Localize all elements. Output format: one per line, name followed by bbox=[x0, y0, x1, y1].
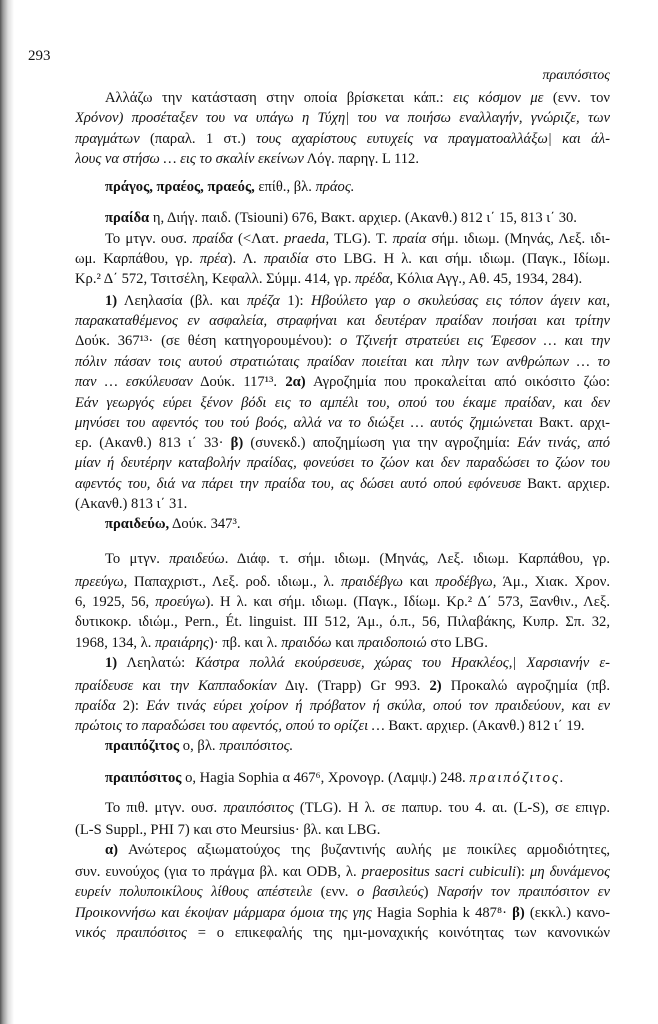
book-binding-shadow bbox=[0, 0, 14, 1024]
text-segment: νικός πραιπόσιτος bbox=[75, 925, 187, 941]
text-segment: (ενν. τον bbox=[543, 90, 610, 106]
text-segment: 1968, 134, λ. bbox=[75, 635, 156, 651]
text-segment: Βακτ. αρχι- bbox=[532, 415, 610, 431]
text-line bbox=[75, 633, 610, 653]
headword: 2α) bbox=[285, 374, 306, 390]
text-segment: ευρείν πολυποικίλους λίθους απέστειλε bbox=[75, 884, 313, 900]
text-line bbox=[75, 108, 610, 128]
text-segment: πόλιν πάσαν τοις αυτού στρατιώταις πραίδαν ποιείται και πλην των ανθρώπων … το bbox=[75, 354, 610, 370]
text-segment: ο βασιλεύς bbox=[356, 884, 424, 900]
text-segment: 1): bbox=[279, 293, 312, 309]
text-segment: Κρ.² Δ΄ 572, Τσιτσέλη, Κεφαλλ. Σύμμ. 414, γρ. bbox=[75, 271, 356, 287]
text-line bbox=[75, 696, 610, 716]
text-segment: στο LBG. Η λ. και σήμ. ιδιωμ. (Παγκ., Ιδίωμ. bbox=[308, 251, 610, 267]
text-segment: (εκκλ.) κανο- bbox=[524, 905, 610, 921]
text-segment: ο, βλ. bbox=[179, 738, 220, 754]
text-segment: Το μτγν. bbox=[105, 551, 170, 567]
text-line bbox=[105, 840, 610, 860]
text-line bbox=[105, 514, 610, 534]
headword: πραιπόζιτος bbox=[105, 738, 180, 754]
text-line bbox=[75, 352, 610, 372]
text-segment: επίθ., βλ. bbox=[254, 179, 316, 195]
text-line bbox=[75, 494, 610, 514]
text-segment: Χρόνον) προσέταξεν του να υπάγω η Τύχη| του να ποιήσω εναλλαγήν, γνώριζε, των bbox=[75, 110, 610, 126]
text-segment: = ο επικεφαλής της ημι-μοναχικής κοινότητας των κανονικών bbox=[186, 925, 610, 941]
text-segment: ). Λ. bbox=[227, 251, 264, 267]
text-segment: πραίδα bbox=[192, 231, 233, 247]
text-segment: (<Λατ. bbox=[232, 231, 285, 247]
text-segment: τους αχαρίστους ευτυχείς να πραγματοαλλάξω| και άλ- bbox=[256, 131, 610, 147]
text-line bbox=[105, 229, 610, 249]
text-segment: 6, 1925, 56, bbox=[75, 594, 156, 610]
text-line bbox=[75, 882, 610, 902]
text-segment: πρέα bbox=[199, 251, 228, 267]
text-segment: παν … εσκύλευσαν bbox=[75, 374, 193, 390]
headword: β) bbox=[230, 435, 244, 451]
headword: 2) bbox=[429, 678, 442, 694]
text-segment: πραίδα bbox=[75, 698, 116, 714]
text-segment: Hagia Sophia k 487⁸· bbox=[371, 905, 513, 921]
text-segment: πραία bbox=[392, 231, 427, 247]
text-segment: Αλλάζω την κατάσταση στην οποία βρίσκεται κάπ.: bbox=[105, 90, 454, 106]
text-segment: (παραλ. 1 στ.) bbox=[139, 131, 257, 147]
text-segment: Λεηλατώ: bbox=[117, 655, 196, 671]
headword: 1) bbox=[105, 293, 118, 309]
text-segment: (ενν. bbox=[312, 884, 357, 900]
text-segment: πραιδοποιώ bbox=[357, 635, 427, 651]
text-segment: πραγμάτων bbox=[75, 131, 140, 147]
text-segment: Βακτ. αρχιερ. bbox=[521, 476, 610, 492]
text-segment: και bbox=[402, 574, 436, 590]
text-segment: ). Η λ. και σήμ. ιδιωμ. (Παγκ., Ιδίωμ. Κρ.² Δ΄ 573, Ξανθιν., Λεξ. bbox=[205, 594, 610, 610]
text-segment: , Κόλια Αγγ., Αθ. 45, 1934, 284). bbox=[389, 271, 583, 287]
text-segment: Το μτγν. ουσ. bbox=[105, 231, 193, 247]
text-line bbox=[75, 592, 610, 612]
headword: πράγος, πραέος, πραεός, bbox=[105, 179, 255, 195]
text-segment: Δούκ. 117¹³. bbox=[192, 374, 286, 390]
text-segment: Προκαλώ αγροζημία (πβ. bbox=[441, 678, 610, 694]
text-segment: σήμ. ιδιωμ. (Μηνάς, Λεξ. ιδι- bbox=[426, 231, 610, 247]
text-segment: πράος. bbox=[315, 179, 355, 195]
text-segment: ο, Hagia Sophia α 467⁶, Χρονογρ. (Λαμψ.) 248. bbox=[181, 770, 470, 786]
text-line bbox=[105, 291, 610, 311]
text-line bbox=[75, 903, 610, 923]
text-segment: πραιδεύω bbox=[169, 551, 225, 567]
text-segment: πρώτοις το παραδώσει του αφεντός, οπού το ορίζει … bbox=[75, 718, 385, 734]
text-segment: ) bbox=[423, 884, 438, 900]
text-segment: πραιάρης bbox=[155, 635, 209, 651]
text-segment: Βακτ. αρχιερ. (Ακανθ.) 812 ι΄ 19. bbox=[384, 718, 585, 734]
text-segment: Προικοννήσω και έκοψαν μάρμαρα όμοια της γης bbox=[75, 905, 372, 921]
text-segment: Ναρσήν τον πραιπόσιτον εν bbox=[437, 884, 610, 900]
page-number: 293 bbox=[28, 48, 51, 64]
text-segment: Ανώτερος αξιωματούχος της βυζαντινής αυλής με ποικίλες αρμοδιότητες, bbox=[118, 842, 610, 858]
text-segment: 2): bbox=[115, 698, 147, 714]
text-line bbox=[75, 862, 610, 882]
text-segment: η, Διήγ. παιδ. (Tsiouni) 676, Βακτ. αρχιερ. (Ακανθ.) 812 ι΄ 15, 813 ι΄ 30. bbox=[149, 210, 577, 226]
text-segment: και bbox=[331, 635, 358, 651]
text-line bbox=[75, 372, 610, 392]
text-segment: μη δυνάμενος bbox=[530, 864, 610, 880]
text-segment: πραιπόσιτος bbox=[223, 800, 294, 816]
text-segment: )· πβ. και λ. bbox=[208, 635, 282, 651]
text-segment: παρακαταθέμενος εν ασφαλεία, στραφήναι και δευτέραν πραίδαν ποιήσαι και τρίτην bbox=[75, 313, 610, 329]
text-line bbox=[75, 433, 610, 453]
text-line bbox=[75, 716, 610, 736]
text-line bbox=[75, 393, 610, 413]
text-segment: πρεεύγω bbox=[75, 574, 124, 590]
text-segment: praeda bbox=[284, 231, 326, 247]
text-segment: , Παπαχριστ., Λεξ. ροδ. ιδιωμ., λ. bbox=[123, 574, 342, 590]
text-segment: ο Τζινεήτ στρατεύει εις Έφεσον … και την bbox=[339, 333, 610, 349]
text-segment: πραίδευσε και την Καππαδοκίαν bbox=[75, 678, 277, 694]
headword: α) bbox=[105, 842, 119, 858]
text-line bbox=[75, 149, 610, 169]
text-line bbox=[75, 923, 610, 943]
text-line bbox=[105, 798, 610, 818]
headword: β) bbox=[512, 905, 525, 921]
text-segment: Δούκ. 347³. bbox=[169, 516, 241, 532]
text-segment: πραιπόζιτος. bbox=[469, 770, 566, 786]
text-line bbox=[75, 413, 610, 433]
headword: πραιπόσιτος bbox=[105, 770, 182, 786]
text-line bbox=[105, 88, 610, 108]
text-segment: ): bbox=[516, 864, 531, 880]
text-segment: . Διάφ. τ. σήμ. ιδιωμ. (Μηνάς, Λεξ. ιδιωμ. Καρπάθου, γρ. bbox=[224, 551, 610, 567]
text-line bbox=[105, 208, 610, 228]
text-segment: στο LBG. bbox=[426, 635, 488, 651]
headword: πραίδα bbox=[105, 210, 150, 226]
text-segment: πραιπόσιτος. bbox=[219, 738, 294, 754]
text-line bbox=[105, 653, 610, 673]
text-segment: πραιδία bbox=[263, 251, 309, 267]
text-segment: ωμ. Καρπάθου, γρ. bbox=[75, 251, 200, 267]
text-segment: (Ακανθ.) 813 ι΄ 31. bbox=[75, 496, 188, 512]
text-segment: (συνεκδ.) αποζημίωση για την αγροζημία: bbox=[243, 435, 518, 451]
text-segment: λους να στήσω … εις το σκαλίν εκείνων bbox=[75, 151, 304, 167]
headword: 1) bbox=[105, 655, 118, 671]
text-segment: πρέζα bbox=[246, 293, 280, 309]
text-segment: praepositus sacri cubiculi bbox=[361, 864, 517, 880]
text-segment: Δούκ. 367¹³· (σε θέση κατηγορουμένου): bbox=[75, 333, 340, 349]
text-segment: (TLG). Η λ. σε παπυρ. του 4. αι. (L-S), σε επιγρ. bbox=[293, 800, 610, 816]
text-segment: μηνύσει του αφεντός του τού βοός, αλλά να το διώξει … αυτός ζημιώνεται bbox=[75, 415, 533, 431]
text-segment: (L-S Suppl., PHI 7) και στο Meursius· βλ. και LBG. bbox=[75, 822, 381, 838]
text-line bbox=[75, 820, 610, 840]
text-segment: πραιδέβγω bbox=[341, 574, 403, 590]
text-line bbox=[75, 129, 610, 149]
text-line bbox=[75, 612, 610, 632]
text-segment: , Άμ., Χιακ. Χρον. bbox=[492, 574, 610, 590]
text-segment: Λεηλασία (βλ. και bbox=[117, 293, 247, 309]
running-head: πραιπόσιτος bbox=[542, 68, 610, 83]
text-segment: Κάστρα πολλά εκούρσευσε, χώρας του Ηρακλέος,| Χαρσιανήν ε- bbox=[195, 655, 610, 671]
text-line bbox=[105, 549, 610, 569]
text-segment: Εάν τινάς εύρει χοίρον ή πρόβατον ή σκύλα, οπού τον πραιδεύουν, και εν bbox=[146, 698, 610, 714]
text-segment: συν. ευνούχος (για το πράγμα βλ. και ODB, λ. bbox=[75, 864, 362, 880]
text-segment: , TLG). Τ. bbox=[325, 231, 393, 247]
text-segment: αφεντός του, διά να πάρει την πραίδα του, ας δώσει αυτό οπού εφόνευσε bbox=[75, 476, 522, 492]
text-segment: Διγ. (Trapp) Gr 993. bbox=[276, 678, 430, 694]
text-segment: πραιδόω bbox=[281, 635, 332, 651]
text-line bbox=[75, 474, 610, 494]
text-line bbox=[75, 453, 610, 473]
text-line bbox=[105, 768, 610, 788]
text-line bbox=[105, 177, 610, 197]
text-segment: Το πιθ. μτγν. ουσ. bbox=[105, 800, 224, 816]
text-line bbox=[105, 736, 610, 756]
text-segment: δυτικοκρ. ιδιώμ., Pern., Ét. linguist. III 512, Άμ., ό.π., 56, Πιλαβάκης, Κυπρ. Σπ. 32, bbox=[75, 614, 610, 630]
text-segment: προδέβγω bbox=[435, 574, 493, 590]
text-line bbox=[75, 311, 610, 331]
text-segment: προεύγω bbox=[155, 594, 206, 610]
text-segment: Ηβούλετο γαρ ο σκυλεύσας εις τόπον άγειν και, bbox=[311, 293, 610, 309]
text-segment: μίαν ή δευτέρην καταβολήν πραίδας, φονεύσει το ζώον και δεν παραδώσει το ζώον του bbox=[75, 455, 610, 471]
text-segment: Αγροζημία που προκαλείται από οικόσιτο ζώο: bbox=[305, 374, 610, 390]
text-line bbox=[75, 269, 610, 289]
text-segment: Εάν γεωργός εύρει ξένον βόδι εις το αμπέλι του, οπού του έκαμε πραίδαν, και δεν bbox=[75, 395, 610, 411]
text-line bbox=[75, 249, 610, 269]
text-segment: Λόγ. παρηγ. L 112. bbox=[303, 151, 420, 167]
text-segment: εις κόσμον με bbox=[453, 90, 544, 106]
text-segment: ερ. (Ακανθ.) 813 ι΄ 33· bbox=[75, 435, 231, 451]
text-segment: Εάν τινάς, από bbox=[517, 435, 610, 451]
text-line bbox=[75, 676, 610, 696]
text-line bbox=[75, 331, 610, 351]
text-segment: πρέδα bbox=[355, 271, 390, 287]
text-line bbox=[75, 572, 610, 592]
headword: πραιδεύω, bbox=[105, 516, 170, 532]
